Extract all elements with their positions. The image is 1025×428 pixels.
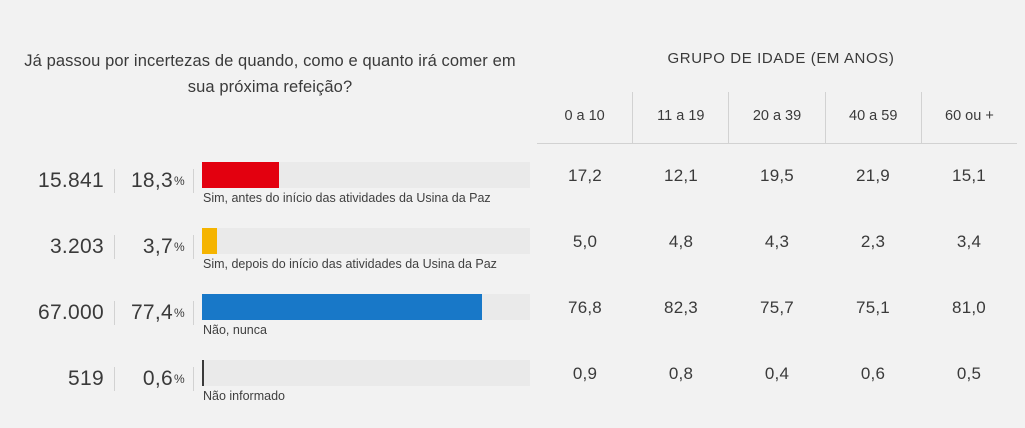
bar-track bbox=[202, 228, 530, 254]
age-group-body bbox=[537, 148, 1017, 412]
percent-symbol: % bbox=[174, 372, 185, 386]
percent-symbol: % bbox=[174, 174, 185, 188]
bar-area bbox=[194, 148, 530, 214]
row-percent bbox=[115, 169, 194, 193]
row-count: 67.000 bbox=[22, 301, 115, 325]
table-cell: 75,7 bbox=[760, 298, 794, 317]
bar-fill bbox=[202, 294, 482, 320]
bar-area bbox=[194, 214, 530, 280]
bar-rows bbox=[22, 148, 530, 412]
table-cell: 12,1 bbox=[664, 166, 698, 185]
table-row bbox=[22, 280, 530, 346]
bar-label: Sim, depois do início das atividades da Usina da Paz bbox=[203, 257, 497, 271]
row-count: 15.841 bbox=[22, 169, 115, 193]
table-cell: 21,9 bbox=[856, 166, 890, 185]
row-count: 3.203 bbox=[22, 235, 115, 259]
table-cell: 2,3 bbox=[860, 232, 886, 251]
table-cell: 4,3 bbox=[764, 232, 790, 251]
table-cell: 76,8 bbox=[568, 298, 602, 317]
column-header: 0 a 10 bbox=[564, 108, 605, 124]
row-percent-value: 3,7 bbox=[142, 235, 174, 258]
age-group-title: GRUPO DE IDADE (EM ANOS) bbox=[667, 50, 895, 67]
table-cell: 5,0 bbox=[572, 232, 598, 251]
table-cell: 19,5 bbox=[760, 166, 794, 185]
table-cell: 0,9 bbox=[572, 364, 598, 383]
bar-label: Não, nunca bbox=[203, 323, 267, 337]
bar-fill bbox=[202, 162, 279, 188]
percent-symbol: % bbox=[174, 306, 185, 320]
bar-fill bbox=[202, 228, 217, 254]
row-count: 519 bbox=[22, 367, 115, 391]
column-header: 20 a 39 bbox=[728, 92, 824, 143]
table-cell: 0,6 bbox=[860, 364, 886, 383]
bar-fill bbox=[202, 360, 204, 386]
column-header: 11 a 19 bbox=[632, 92, 728, 143]
row-percent bbox=[115, 301, 194, 325]
table-row bbox=[537, 148, 1017, 214]
table-cell: 75,1 bbox=[856, 298, 890, 317]
percent-symbol: % bbox=[174, 240, 185, 254]
bar-label: Não informado bbox=[203, 389, 285, 403]
question-title: Já passou por incertezas de quando, como e quanto irá comer em sua próxima refeição? bbox=[24, 52, 516, 96]
row-percent-value: 18,3 bbox=[130, 169, 174, 192]
table-cell: 4,8 bbox=[668, 232, 694, 251]
table-cell: 82,3 bbox=[664, 298, 698, 317]
table-cell: 0,8 bbox=[668, 364, 694, 383]
row-percent-value: 0,6 bbox=[142, 367, 174, 390]
row-percent bbox=[115, 235, 194, 259]
bar-label: Sim, antes do início das atividades da Usina da Paz bbox=[203, 191, 491, 205]
column-header: 60 ou + bbox=[921, 92, 1017, 143]
table-row bbox=[537, 346, 1017, 412]
table-cell: 0,4 bbox=[764, 364, 790, 383]
row-percent-value: 77,4 bbox=[130, 301, 174, 324]
table-row bbox=[537, 214, 1017, 280]
row-percent bbox=[115, 367, 194, 391]
table-row bbox=[22, 214, 530, 280]
table-cell: 0,5 bbox=[956, 364, 982, 383]
bar-area bbox=[194, 346, 530, 412]
column-header: 40 a 59 bbox=[825, 92, 921, 143]
bar-area bbox=[194, 280, 530, 346]
bar-track bbox=[202, 360, 530, 386]
table-row bbox=[22, 148, 530, 214]
table-cell: 17,2 bbox=[568, 166, 602, 185]
table-row bbox=[22, 346, 530, 412]
age-group-table bbox=[537, 0, 1025, 428]
table-cell: 15,1 bbox=[952, 166, 986, 185]
age-group-header-row bbox=[537, 92, 1017, 144]
table-row bbox=[537, 280, 1017, 346]
table-cell: 81,0 bbox=[952, 298, 986, 317]
table-cell: 3,4 bbox=[956, 232, 982, 251]
